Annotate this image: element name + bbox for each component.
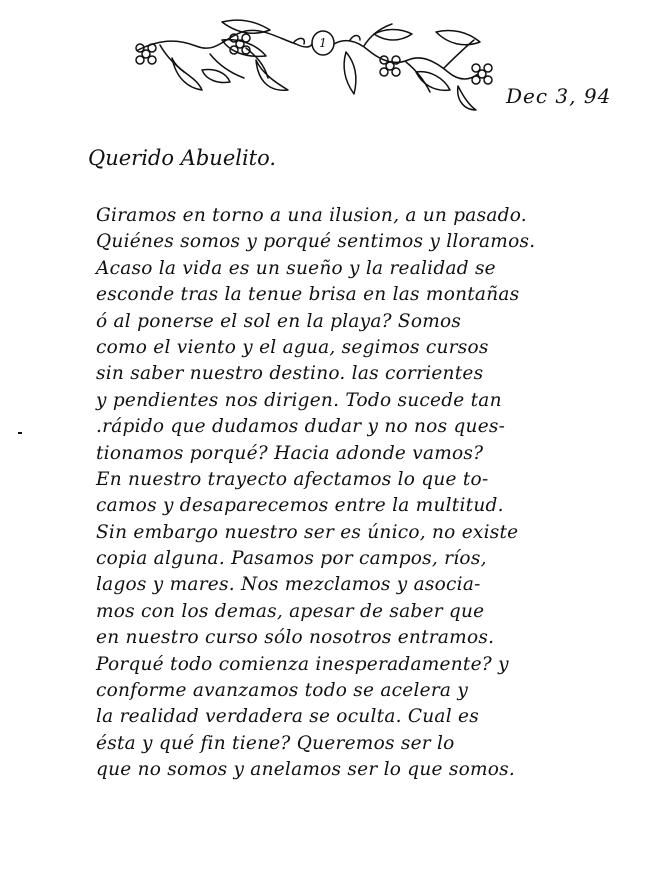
letter-line: En nuestro trayecto afectamos lo que to- — [96, 468, 489, 490]
letter-line: que no somos y anelamos ser lo que somos. — [96, 759, 516, 781]
letter-line: sin saber nuestro destino. las corrientes — [96, 363, 484, 385]
letter-line: Porqué todo comienza inesperadamente? y — [96, 653, 509, 675]
letter-line: Acaso la vida es un sueño y la realidad se — [96, 257, 496, 279]
letter-date: Dec 3, 94 — [506, 84, 612, 108]
letter-line: .rápido que dudamos dudar y no nos ques- — [96, 416, 506, 438]
letter-line: ó al ponerse el sol en la playa? Somos — [96, 310, 462, 332]
letter-line: Quiénes somos y porqué sentimos y lloramos. — [96, 231, 536, 253]
salutation: Querido Abuelito. — [88, 146, 277, 170]
letter-line: conforme avanzamos todo se acelera y — [96, 680, 469, 702]
margin-mark — [18, 432, 22, 434]
letter-line: Sin embargo nuestro ser es único, no existe — [96, 521, 519, 543]
letter-line: camos y desaparecemos entre la multitud. — [96, 495, 504, 517]
letter-line: mos con los demas, apesar de saber que — [96, 600, 485, 622]
letter-line: esconde tras la tenue brisa en las montañas — [96, 284, 520, 306]
letter-line: tionamos porqué? Hacia adonde vamos? — [96, 442, 484, 464]
letter-line: la realidad verdadera se oculta. Cual es — [96, 706, 479, 728]
letter-line: Giramos en torno a una ilusion, a un pasado. — [96, 205, 527, 226]
letter-line: ésta y qué fin tiene? Queremos ser lo — [96, 732, 455, 754]
letter-body — [96, 203, 616, 784]
letter-line: y pendientes nos dirigen. Todo sucede tan — [96, 389, 502, 411]
floral-vine-icon — [118, 10, 508, 114]
letter-line: lagos y mares. Nos mezclamos y asocia- — [96, 574, 481, 596]
letter-line: en nuestro curso sólo nosotros entramos. — [96, 627, 495, 649]
letter-line: copia alguna. Pasamos por campos, ríos, — [96, 548, 487, 570]
letter-line: como el viento y el agua, segimos cursos — [96, 336, 489, 358]
page-number: 1 — [319, 36, 327, 50]
